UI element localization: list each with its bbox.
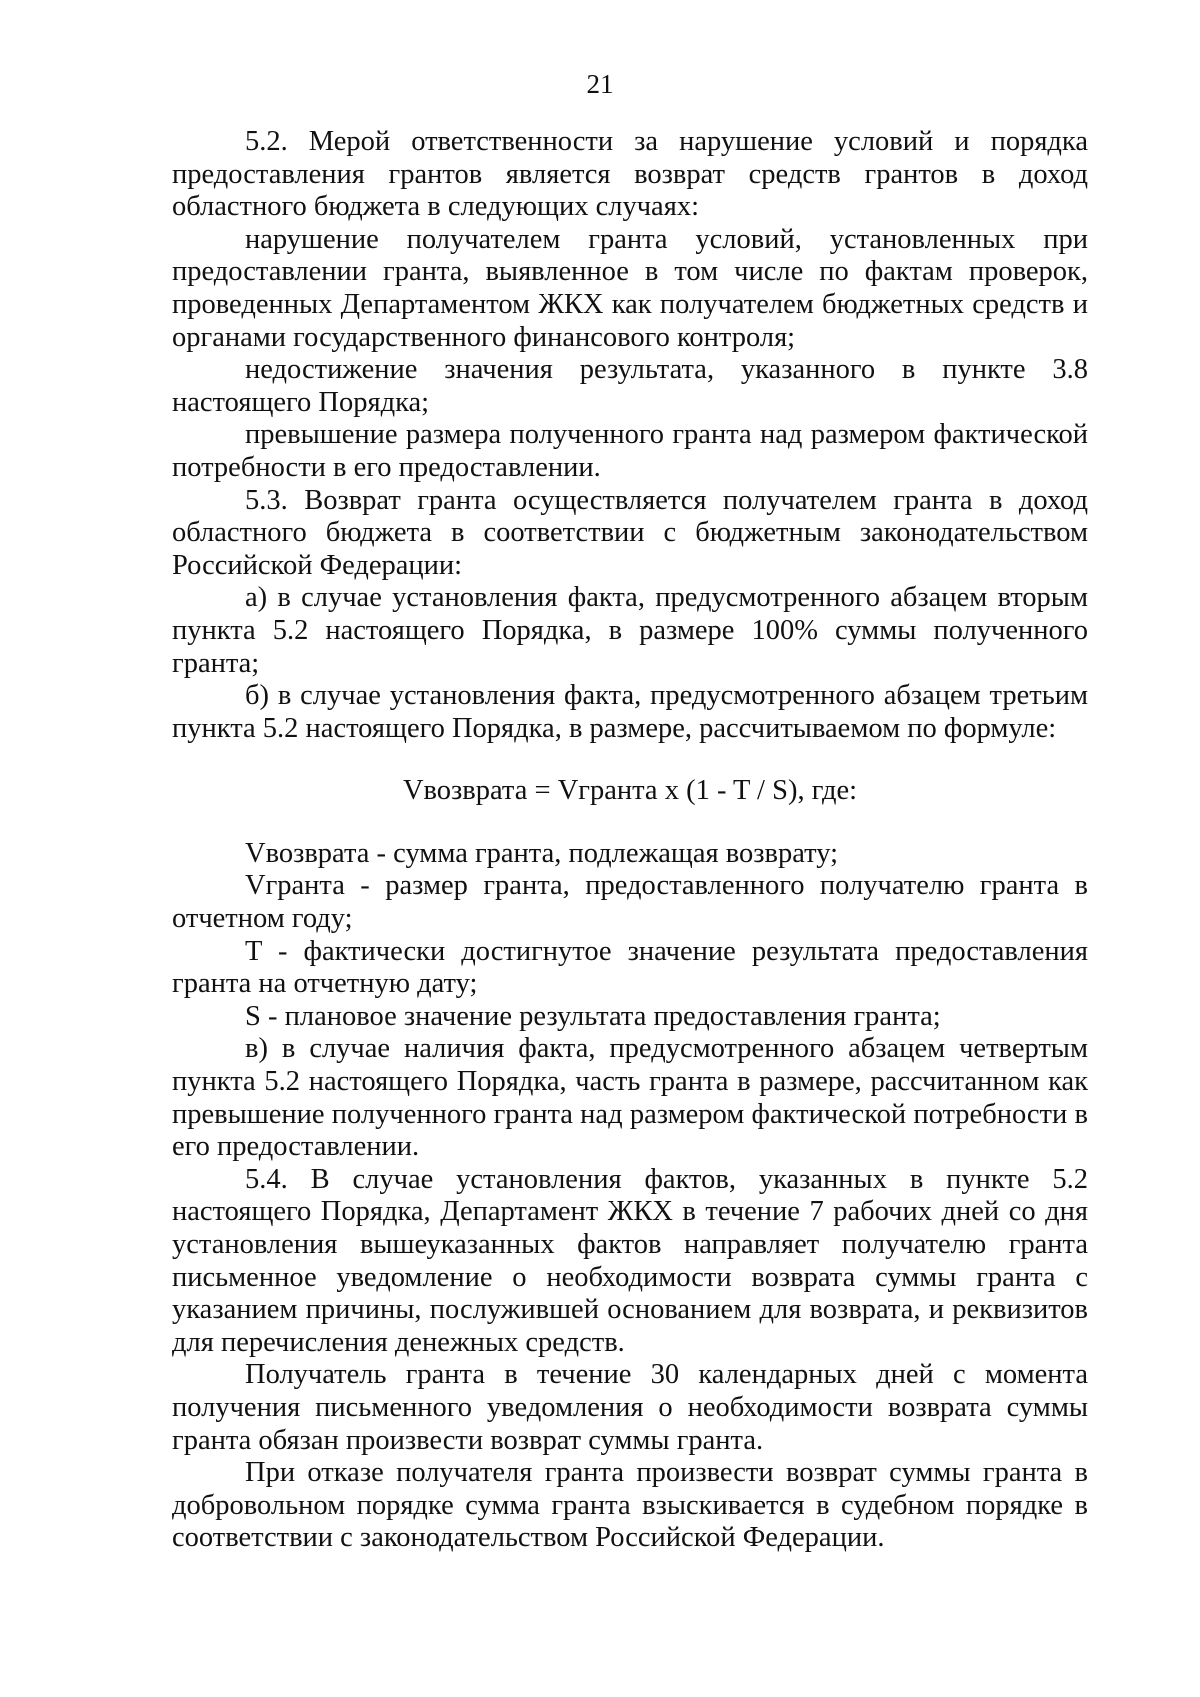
paragraph-5-3: 5.3. Возврат гранта осуществляется получателем гранта в доход областного бюджета в соответствии с бюджетным законодательством Российской Федерации: — [172, 484, 1088, 581]
definition-v-grant: Vгранта - размер гранта, предоставленного получателю гранта в отчетном году; — [172, 870, 1088, 935]
definition-s: S - плановое значение результата предоставления гранта; — [245, 1000, 941, 1032]
paragraph-excess-grant: превышение размера полученного гранта над размером фактической потребности в его предоставлении. — [172, 419, 1088, 483]
definition-v-return: Vвозврата - сумма гранта, подлежащая возврату; — [245, 837, 838, 869]
page-number: 21 — [586, 69, 614, 99]
paragraph-violation-conditions: нарушение получателем гранта условий, установленных при предоставлении гранта, выявленное в том числе по фактам проверок, проведенных Департаментом ЖКХ как получателем бюджетных средств и органами государственного финансового контроля; — [172, 223, 1088, 353]
paragraph-item-b: б) в случае установления факта, предусмотренного абзацем третьим пункта 5.2 настоящего Порядка, в размере, рассчитываемом по формуле: — [172, 680, 1088, 744]
paragraph-recipient-obligation: Получатель гранта в течение 30 календарных дней с момента получения письменного уведомления о необходимости возврата суммы гранта обязан произвести возврат суммы гранта. — [172, 1359, 1088, 1456]
document-body — [172, 126, 1088, 1555]
paragraph-item-v: в) в случае наличия факта, предусмотренного абзацем четвертым пункта 5.2 настоящего Порядка, часть гранта в размере, рассчитанном как превышение полученного гранта над размером фактической потребности в его предоставлении. — [172, 1033, 1088, 1163]
paragraph-result-not-achieved: недостижение значения результата, указанного в пункте 3.8 настоящего Порядка; — [172, 354, 1088, 418]
paragraph-5-4: 5.4. В случае установления фактов, указанных в пункте 5.2 настоящего Порядка, Департамент ЖКХ в течение 7 рабочих дней со дня установления вышеуказанных фактов направляет получателю гранта письменное уведомление о необходимости возврата суммы гранта с указанием причины, послужившей основанием для возврата, и реквизитов для перечисления денежных средств. — [172, 1163, 1088, 1358]
paragraph-item-a: а) в случае установления факта, предусмотренного абзацем вторым пункта 5.2 настоящего Порядка, в размере 100% суммы полученного гранта; — [172, 582, 1088, 679]
paragraph-5-2: 5.2. Мерой ответственности за нарушение условий и порядка предоставления грантов является возврат средств грантов в доход областного бюджета в следующих случаях: — [172, 126, 1088, 223]
paragraph-judicial-recovery: При отказе получателя гранта произвести возврат суммы гранта в добровольном порядке сумма гранта взыскивается в судебном порядке в соответствии с законодательством Российской Федерации. — [172, 1457, 1088, 1554]
formula: Vвозврата = Vгранта x (1 - T / S), где: — [402, 775, 858, 807]
definition-t: T - фактически достигнутое значение результата предоставления гранта на отчетную дату; — [172, 935, 1088, 1000]
